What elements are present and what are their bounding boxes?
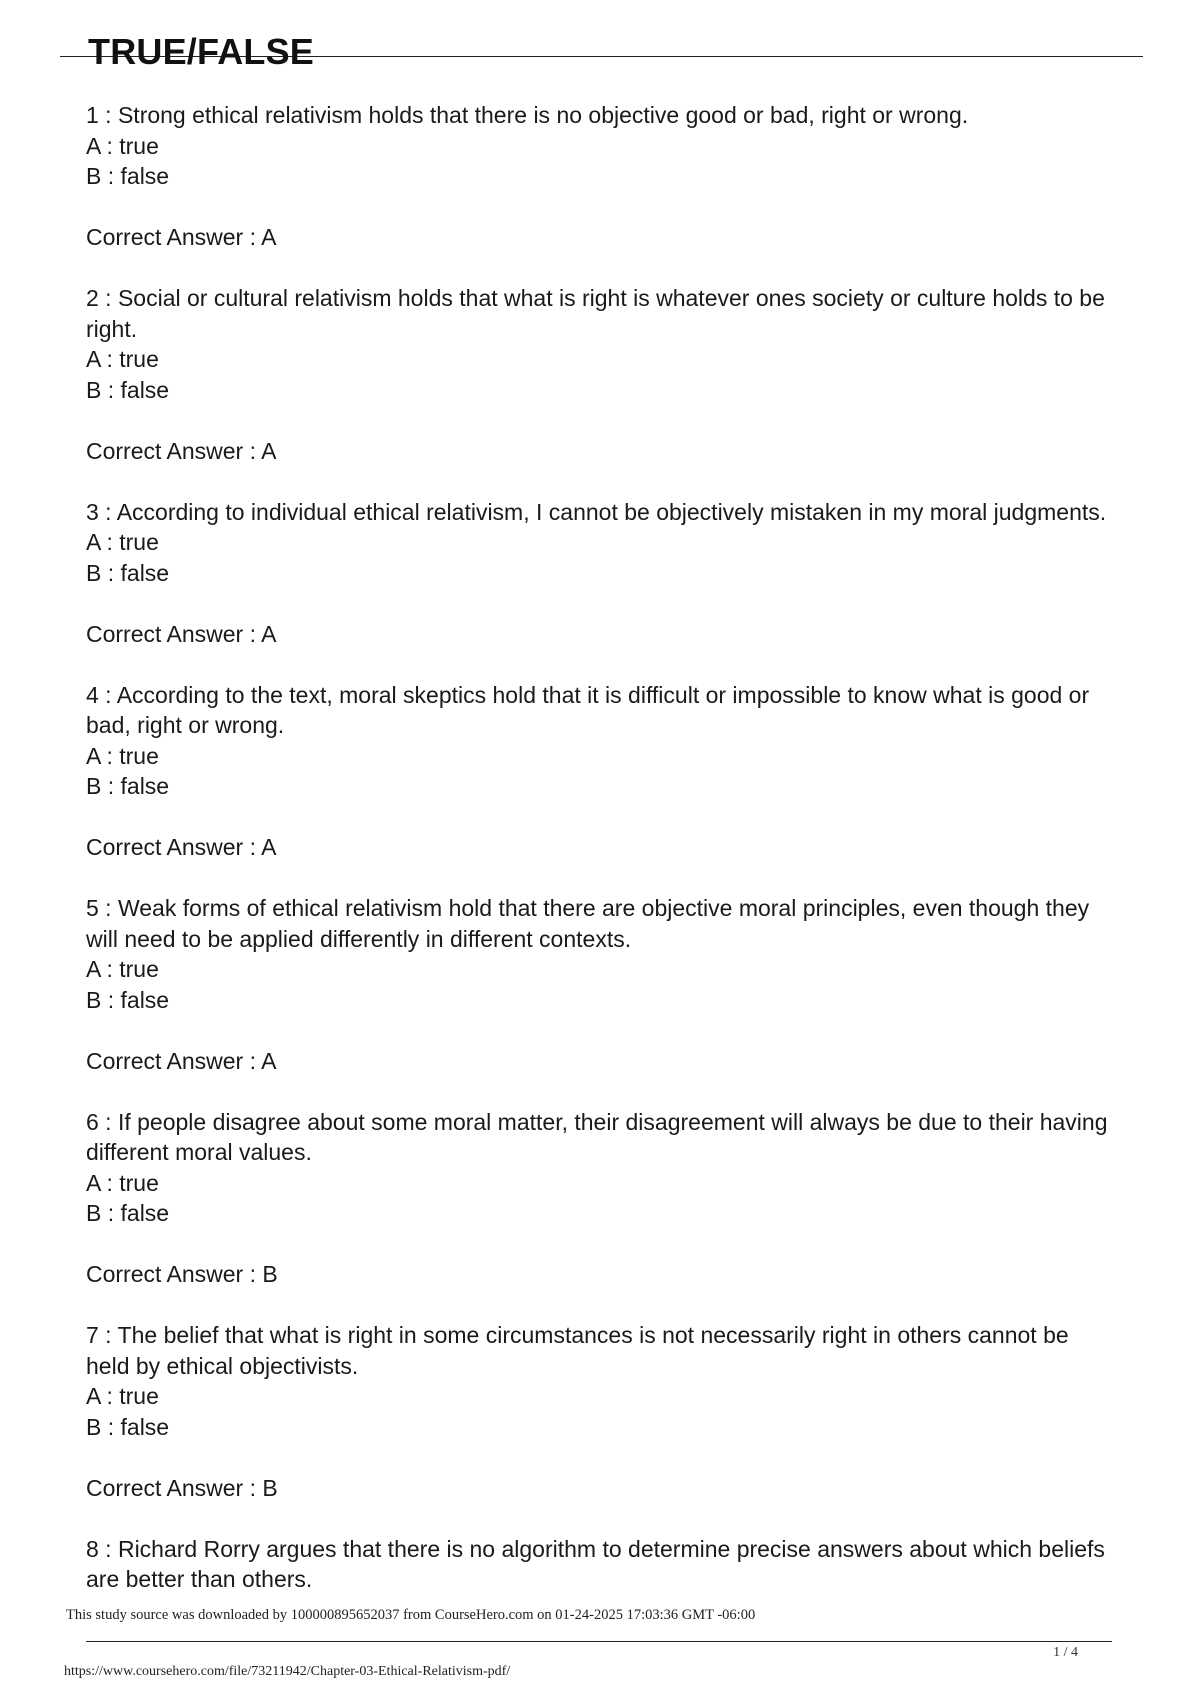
question-prompt: 1 : Strong ethical relativism holds that there is no objective good or bad, right or wrong. bbox=[86, 102, 969, 128]
heading-block bbox=[60, 30, 1143, 72]
question-prompt: 4 : According to the text, moral skeptics hold that it is difficult or impossible to know what is good or bad, right or wrong. bbox=[86, 681, 1090, 738]
correct-answer: Correct Answer : A bbox=[86, 1047, 277, 1074]
option-b: B : false bbox=[86, 376, 170, 403]
option-b: B : false bbox=[86, 986, 170, 1013]
option-a: A : true bbox=[86, 346, 159, 372]
footer-divider bbox=[86, 1641, 1112, 1642]
question-1 bbox=[86, 100, 1116, 253]
correct-answer: Correct Answer : A bbox=[86, 834, 277, 860]
correct-answer: Correct Answer : A bbox=[86, 224, 277, 250]
page-title: TRUE/FALSE bbox=[88, 31, 315, 72]
correct-answer: Correct Answer : B bbox=[86, 1474, 278, 1501]
download-source-note: This study source was downloaded by 100000895652037 from CourseHero.com on 01-24-2025 17:03:36 GMT -06:00 bbox=[66, 1607, 756, 1623]
question-5 bbox=[86, 893, 1116, 1076]
option-a: A : true bbox=[86, 1169, 159, 1196]
question-prompt: 8 : Richard Rorry argues that there is no algorithm to determine precise answers about which beliefs are better than others. bbox=[86, 1535, 1105, 1592]
question-prompt: 3 : According to individual ethical relativism, I cannot be objectively mistaken in my moral judgments. bbox=[86, 498, 1107, 525]
question-prompt: 2 : Social or cultural relativism holds that what is right is whatever ones society or culture holds to be right. bbox=[86, 285, 1105, 342]
option-a: A : true bbox=[86, 956, 159, 982]
option-b: B : false bbox=[86, 559, 170, 586]
question-4 bbox=[86, 680, 1116, 863]
question-6 bbox=[86, 1107, 1116, 1290]
question-prompt: 7 : The belief that what is right in some circumstances is not necessarily right in others cannot be held by ethical objectivists. bbox=[86, 1322, 1069, 1379]
option-b: B : false bbox=[86, 1413, 170, 1440]
option-a: A : true bbox=[86, 1383, 159, 1409]
question-7 bbox=[86, 1320, 1116, 1503]
option-a: A : true bbox=[86, 742, 159, 769]
question-prompt: 5 : Weak forms of ethical relativism hold that there are objective moral principles, even though they will need to be applied differently in different contexts. bbox=[86, 895, 1090, 952]
question-8 bbox=[86, 1534, 1116, 1595]
question-list bbox=[86, 100, 1116, 1625]
source-url: https://www.coursehero.com/file/73211942/Chapter-03-Ethical-Relativism-pdf/ bbox=[64, 1664, 511, 1679]
option-b: B : false bbox=[86, 1200, 170, 1226]
question-prompt: 6 : If people disagree about some moral matter, their disagreement will always be due to their having different moral values. bbox=[86, 1108, 1108, 1165]
page-indicator: 1 / 4 bbox=[1053, 1645, 1078, 1660]
option-b: B : false bbox=[86, 773, 170, 799]
correct-answer: Correct Answer : B bbox=[86, 1261, 278, 1287]
option-a: A : true bbox=[86, 529, 159, 555]
option-b: B : false bbox=[86, 163, 170, 189]
correct-answer: Correct Answer : A bbox=[86, 620, 277, 647]
option-a: A : true bbox=[86, 132, 159, 159]
question-3 bbox=[86, 497, 1116, 650]
question-2 bbox=[86, 283, 1116, 466]
correct-answer: Correct Answer : A bbox=[86, 437, 277, 464]
